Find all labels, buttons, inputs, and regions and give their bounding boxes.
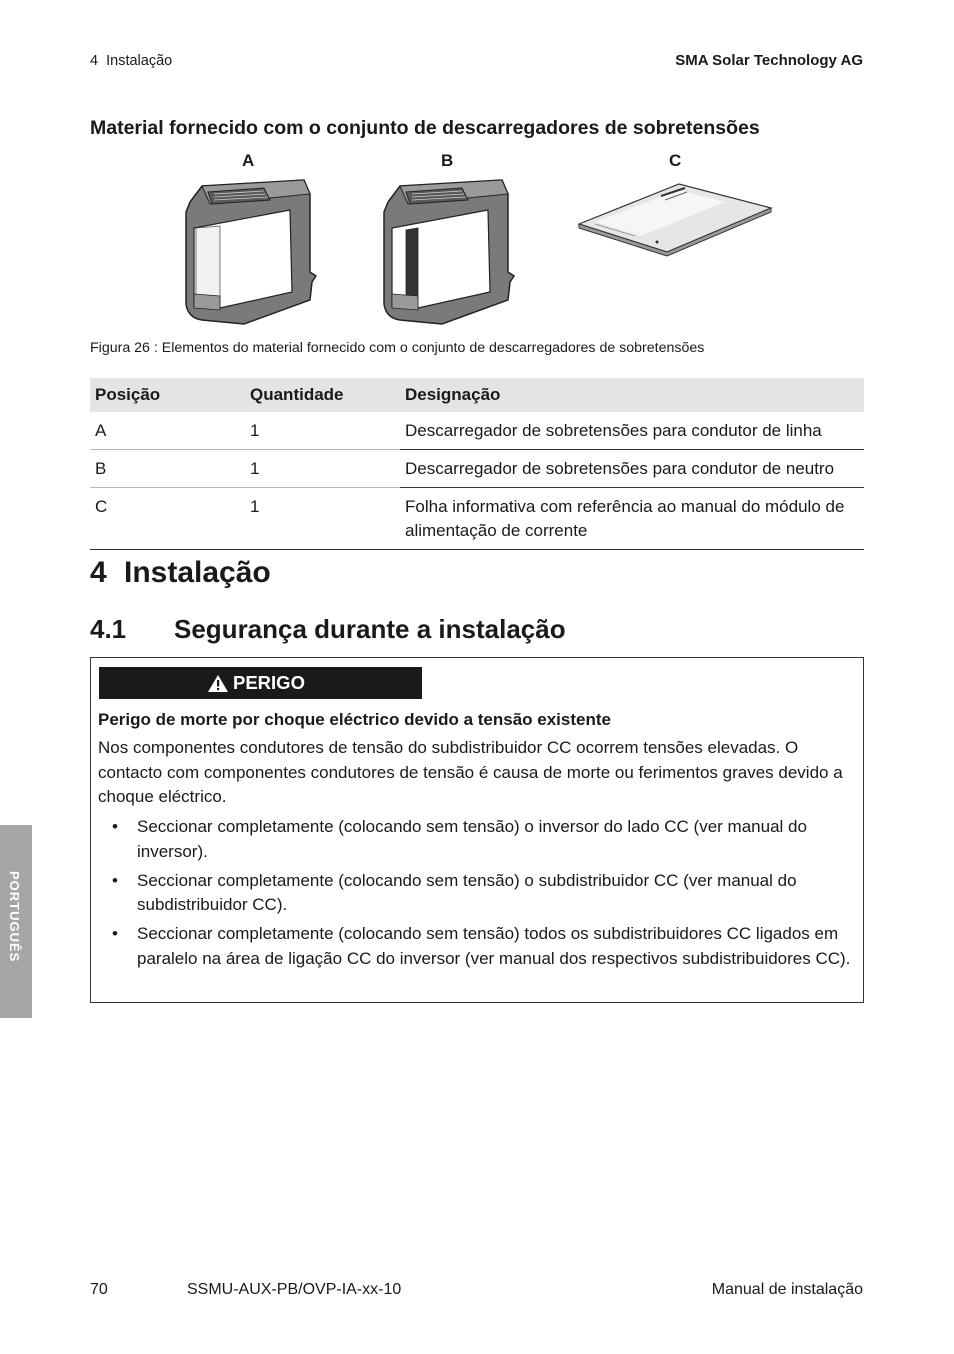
table-row (90, 488, 864, 550)
chapter-number: 4 (90, 556, 107, 589)
running-header-chapter: 4 Instalação (90, 53, 173, 69)
language-side-tab (0, 825, 32, 1018)
warning-description: Nos componentes condutores de tensão do subdistribuidor CC ocorrem tensões elevadas. O contacto com componentes condutores de tensão é causa de morte ou ferimentos graves devido a choque eléctrico. (98, 738, 843, 806)
language-tab-label: PORTUGUÊS (7, 871, 22, 963)
subsection-title: Segurança durante a instalação (174, 614, 566, 644)
warning-title: Perigo de morte por choque eléctrico devido a tensão existente (98, 710, 611, 729)
subsection-heading (90, 614, 566, 645)
cell-designation: Descarregador de sobretensões para condutor de neutro (400, 450, 864, 488)
warning-triangle-icon (207, 674, 229, 693)
list-item (98, 815, 858, 864)
cell-quantity: 1 (245, 488, 400, 550)
running-header-company: SMA Solar Technology AG (675, 52, 863, 69)
cell-designation: Folha informativa com referência ao manual do módulo de alimentação de corrente (400, 488, 864, 550)
bullet-icon: • (112, 924, 118, 943)
document-code: SSMU-AUX-PB/OVP-IA-xx-10 (187, 1281, 402, 1298)
cell-quantity: 1 (245, 412, 400, 450)
list-item (98, 922, 858, 971)
figure-caption: Figura 26 : Elementos do material fornecido com o conjunto de descarregadores de sobretensões (90, 340, 705, 356)
column-header-designation: Designação (400, 378, 864, 412)
warning-measures-list (98, 815, 858, 976)
list-item-text: Seccionar completamente (colocando sem tensão) todos os subdistribuidores CC ligados em paralelo na área de ligação CC do inversor (ver manual dos respectivos subdistribuidores CC). (137, 924, 851, 968)
surge-arrester-neutral-illustration (378, 172, 518, 328)
list-item-text: Seccionar completamente (colocando sem tensão) o inversor do lado CC (ver manual do inversor). (137, 817, 807, 861)
section-title: Material fornecido com o conjunto de descarregadores de sobretensões (90, 117, 760, 139)
cell-quantity: 1 (245, 450, 400, 488)
cell-position: C (90, 488, 245, 550)
cell-position: A (90, 412, 245, 450)
chapter-heading (90, 556, 271, 590)
information-sheet-illustration (575, 180, 775, 258)
table-header-row (90, 378, 864, 412)
table-row (90, 412, 864, 450)
delivery-contents-table (90, 378, 864, 550)
figure-label-b: B (441, 151, 454, 170)
bullet-icon: • (112, 817, 118, 836)
figure-label-c: C (669, 151, 682, 170)
bullet-icon: • (112, 870, 118, 890)
page-number: 70 (90, 1281, 108, 1298)
list-item-text: Seccionar completamente (colocando sem tensão) o subdistribuidor CC (ver manual do subdistribuidor CC). (137, 870, 797, 914)
column-header-position: Posição (90, 378, 245, 412)
chapter-title: Instalação (124, 556, 271, 589)
surge-arrester-line-illustration (180, 172, 320, 328)
figure-label-a: A (242, 151, 255, 170)
cell-position: B (90, 450, 245, 488)
cell-designation: Descarregador de sobretensões para condutor de linha (400, 412, 864, 450)
danger-signal-word: PERIGO (233, 672, 305, 693)
danger-signal-bar (99, 667, 422, 699)
column-header-quantity: Quantidade (245, 378, 400, 412)
subsection-number: 4.1 (90, 614, 127, 644)
table-row (90, 450, 864, 488)
document-type: Manual de instalação (711, 1281, 863, 1298)
list-item (98, 869, 858, 918)
danger-warning-box (90, 657, 864, 1003)
